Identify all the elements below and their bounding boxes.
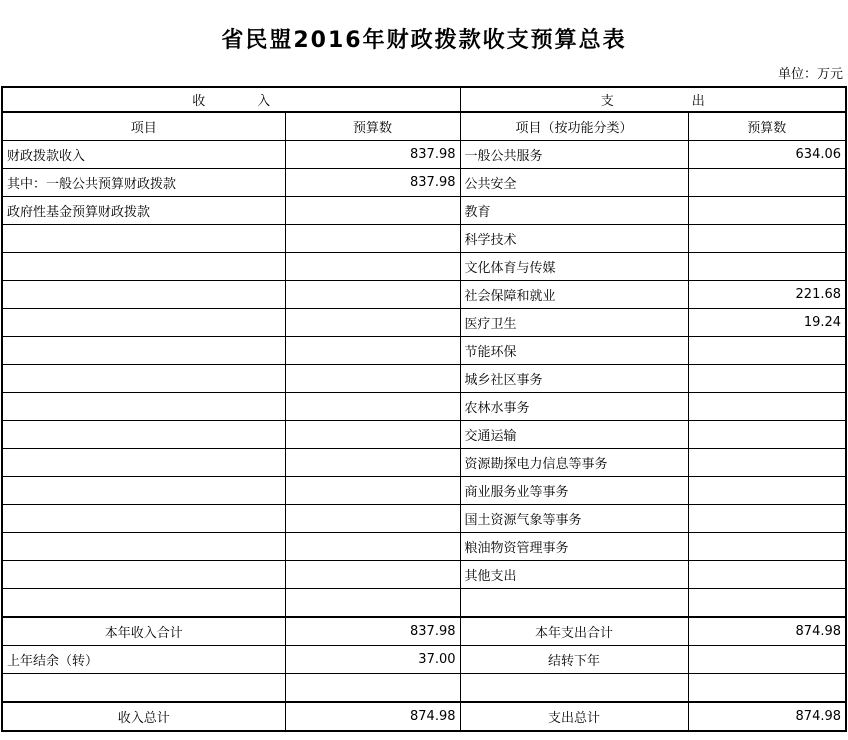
expense-value-cell <box>688 477 846 505</box>
unit-label: 单位：万元 <box>777 67 843 83</box>
expense-value-cell <box>688 393 846 421</box>
income-item-cell: 收入总计 <box>2 702 285 731</box>
expense-item-cell: 国土资源气象等事务 <box>460 505 688 533</box>
expense-value-cell <box>688 421 846 449</box>
table-row <box>2 561 846 589</box>
col-header-income-budget: 预算数 <box>285 112 460 141</box>
expense-value-cell <box>688 449 846 477</box>
expense-value-cell <box>688 674 846 703</box>
income-value-cell <box>285 281 460 309</box>
table-row <box>2 281 846 309</box>
budget-table <box>1 86 847 732</box>
table-row <box>2 674 846 703</box>
expense-item-cell: 交通运输 <box>460 421 688 449</box>
expense-value-cell <box>688 253 846 281</box>
income-item-cell: 本年收入合计 <box>2 617 285 646</box>
table-row <box>2 505 846 533</box>
table-row <box>2 141 846 169</box>
expense-item-cell: 粮油物资管理事务 <box>460 533 688 561</box>
expense-item-cell: 本年支出合计 <box>460 617 688 646</box>
income-item-cell <box>2 674 285 703</box>
income-value-cell <box>285 421 460 449</box>
expense-value-cell: 874.98 <box>688 702 846 731</box>
expense-section-header: 支 出 <box>460 87 846 112</box>
expense-item-cell: 资源勘探电力信息等事务 <box>460 449 688 477</box>
col-header-expense-item: 项目（按功能分类） <box>460 112 688 141</box>
income-item-cell <box>2 589 285 618</box>
income-value-cell: 837.98 <box>285 169 460 197</box>
income-item-cell <box>2 561 285 589</box>
table-row <box>2 617 846 646</box>
expense-item-cell: 教育 <box>460 197 688 225</box>
expense-value-cell <box>688 589 846 618</box>
expense-value-cell <box>688 169 846 197</box>
expense-item-cell: 农林水事务 <box>460 393 688 421</box>
expense-value-cell: 874.98 <box>688 617 846 646</box>
table-row <box>2 533 846 561</box>
section-header-row <box>2 87 846 112</box>
expense-value-cell: 221.68 <box>688 281 846 309</box>
table-row <box>2 449 846 477</box>
income-item-cell <box>2 309 285 337</box>
expense-value-cell <box>688 337 846 365</box>
column-header-row <box>2 112 846 141</box>
income-value-cell <box>285 365 460 393</box>
income-item-cell <box>2 533 285 561</box>
income-value-cell: 837.98 <box>285 141 460 169</box>
expense-item-cell: 商业服务业等事务 <box>460 477 688 505</box>
expense-item-cell <box>460 674 688 703</box>
expense-value-cell: 19.24 <box>688 309 846 337</box>
expense-item-cell: 社会保障和就业 <box>460 281 688 309</box>
income-item-cell <box>2 393 285 421</box>
col-header-expense-budget: 预算数 <box>688 112 846 141</box>
table-row <box>2 646 846 674</box>
income-item-cell <box>2 421 285 449</box>
income-item-cell <box>2 505 285 533</box>
income-value-cell: 37.00 <box>285 646 460 674</box>
income-item-cell <box>2 449 285 477</box>
table-row <box>2 393 846 421</box>
table-row <box>2 702 846 731</box>
expense-value-cell: 634.06 <box>688 141 846 169</box>
expense-value-cell <box>688 225 846 253</box>
table-row <box>2 169 846 197</box>
income-value-cell <box>285 197 460 225</box>
table-row <box>2 421 846 449</box>
income-value-cell <box>285 533 460 561</box>
income-section-header: 收 入 <box>2 87 460 112</box>
expense-item-cell <box>460 589 688 618</box>
income-value-cell <box>285 225 460 253</box>
table-row <box>2 477 846 505</box>
income-item-cell: 上年结余（转） <box>2 646 285 674</box>
expense-item-cell: 结转下年 <box>460 646 688 674</box>
income-value-cell <box>285 674 460 703</box>
expense-item-cell: 城乡社区事务 <box>460 365 688 393</box>
table-row <box>2 309 846 337</box>
income-value-cell <box>285 393 460 421</box>
income-value-cell: 837.98 <box>285 617 460 646</box>
income-value-cell <box>285 589 460 618</box>
expense-value-cell <box>688 561 846 589</box>
expense-value-cell <box>688 646 846 674</box>
income-value-cell <box>285 337 460 365</box>
expense-value-cell <box>688 197 846 225</box>
income-value-cell <box>285 309 460 337</box>
expense-value-cell <box>688 533 846 561</box>
expense-value-cell <box>688 505 846 533</box>
income-value-cell <box>285 253 460 281</box>
expense-item-cell: 医疗卫生 <box>460 309 688 337</box>
expense-value-cell <box>688 365 846 393</box>
income-item-cell <box>2 281 285 309</box>
income-value-cell: 874.98 <box>285 702 460 731</box>
expense-item-cell: 其他支出 <box>460 561 688 589</box>
income-item-cell: 财政拨款收入 <box>2 141 285 169</box>
expense-item-cell: 公共安全 <box>460 169 688 197</box>
income-value-cell <box>285 561 460 589</box>
table-row <box>2 589 846 618</box>
income-item-cell: 政府性基金预算财政拨款 <box>2 197 285 225</box>
income-item-cell <box>2 253 285 281</box>
income-value-cell <box>285 505 460 533</box>
expense-item-cell: 文化体育与传媒 <box>460 253 688 281</box>
table-row <box>2 253 846 281</box>
income-item-cell: 其中：一般公共预算财政拨款 <box>2 169 285 197</box>
table-row <box>2 365 846 393</box>
table-row <box>2 225 846 253</box>
col-header-income-item: 项目 <box>2 112 285 141</box>
income-item-cell <box>2 477 285 505</box>
expense-item-cell: 支出总计 <box>460 702 688 731</box>
page-title: 省民盟2016年财政拨款收支预算总表 <box>221 28 627 53</box>
expense-item-cell: 节能环保 <box>460 337 688 365</box>
income-value-cell <box>285 477 460 505</box>
income-value-cell <box>285 449 460 477</box>
expense-item-cell: 一般公共服务 <box>460 141 688 169</box>
table-row <box>2 197 846 225</box>
income-item-cell <box>2 337 285 365</box>
income-item-cell <box>2 225 285 253</box>
income-item-cell <box>2 365 285 393</box>
table-row <box>2 337 846 365</box>
expense-item-cell: 科学技术 <box>460 225 688 253</box>
